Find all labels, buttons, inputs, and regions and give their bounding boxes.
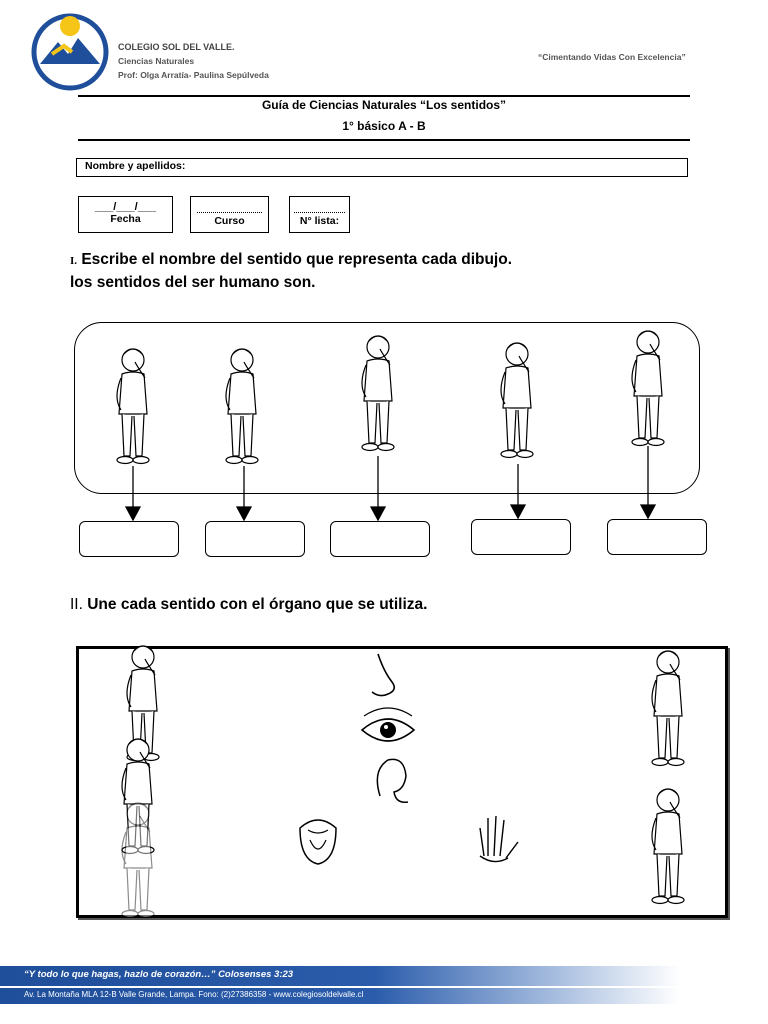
footer-address: Av. La Montaña MLA 12-B Valle Grande, Lampa. Fono: (2)27386358 - www.colegiosoldelvalle.cl — [24, 990, 364, 999]
course-label: Curso — [214, 215, 245, 227]
match-kid-touch — [652, 789, 684, 904]
footer-quote: “Y todo lo que hagas, hazlo de corazón…” Colosenses 3:23 — [24, 969, 294, 980]
section1-number: I. — [70, 255, 78, 267]
list-label: N° lista: — [299, 215, 340, 227]
subject: Ciencias Naturales — [118, 56, 195, 66]
section1-text: Escribe el nombre del sentido que representa cada dibujo. — [81, 251, 513, 268]
section2-number: II. — [70, 596, 83, 613]
section1-subtitle: los sentidos del ser humano son. — [70, 274, 316, 291]
grade-title: 1° básico A - B — [342, 119, 426, 133]
hand-icon — [480, 816, 518, 862]
name-label: Nombre y apellidos: — [85, 160, 186, 172]
match-kid-hearing — [122, 803, 154, 918]
teachers: Prof: Olga Arratía- Paulina Sepúlveda — [118, 70, 269, 80]
date-label: Fecha — [110, 213, 141, 225]
match-kid-sight — [652, 651, 684, 766]
ear-icon — [377, 759, 408, 802]
eye-icon — [362, 708, 414, 741]
nose-icon — [372, 654, 394, 696]
guide-title: Guía de Ciencias Naturales “Los sentidos” — [261, 98, 507, 112]
school-motto: “Cimentando Vidas Con Excelencia” — [538, 52, 686, 62]
section2-text: Une cada sentido con el órgano que se utiliza. — [87, 596, 428, 613]
date-blank: ___/___/___ — [94, 201, 157, 213]
mouth-icon — [300, 820, 336, 864]
school-name: COLEGIO SOL DEL VALLE. — [118, 42, 235, 52]
